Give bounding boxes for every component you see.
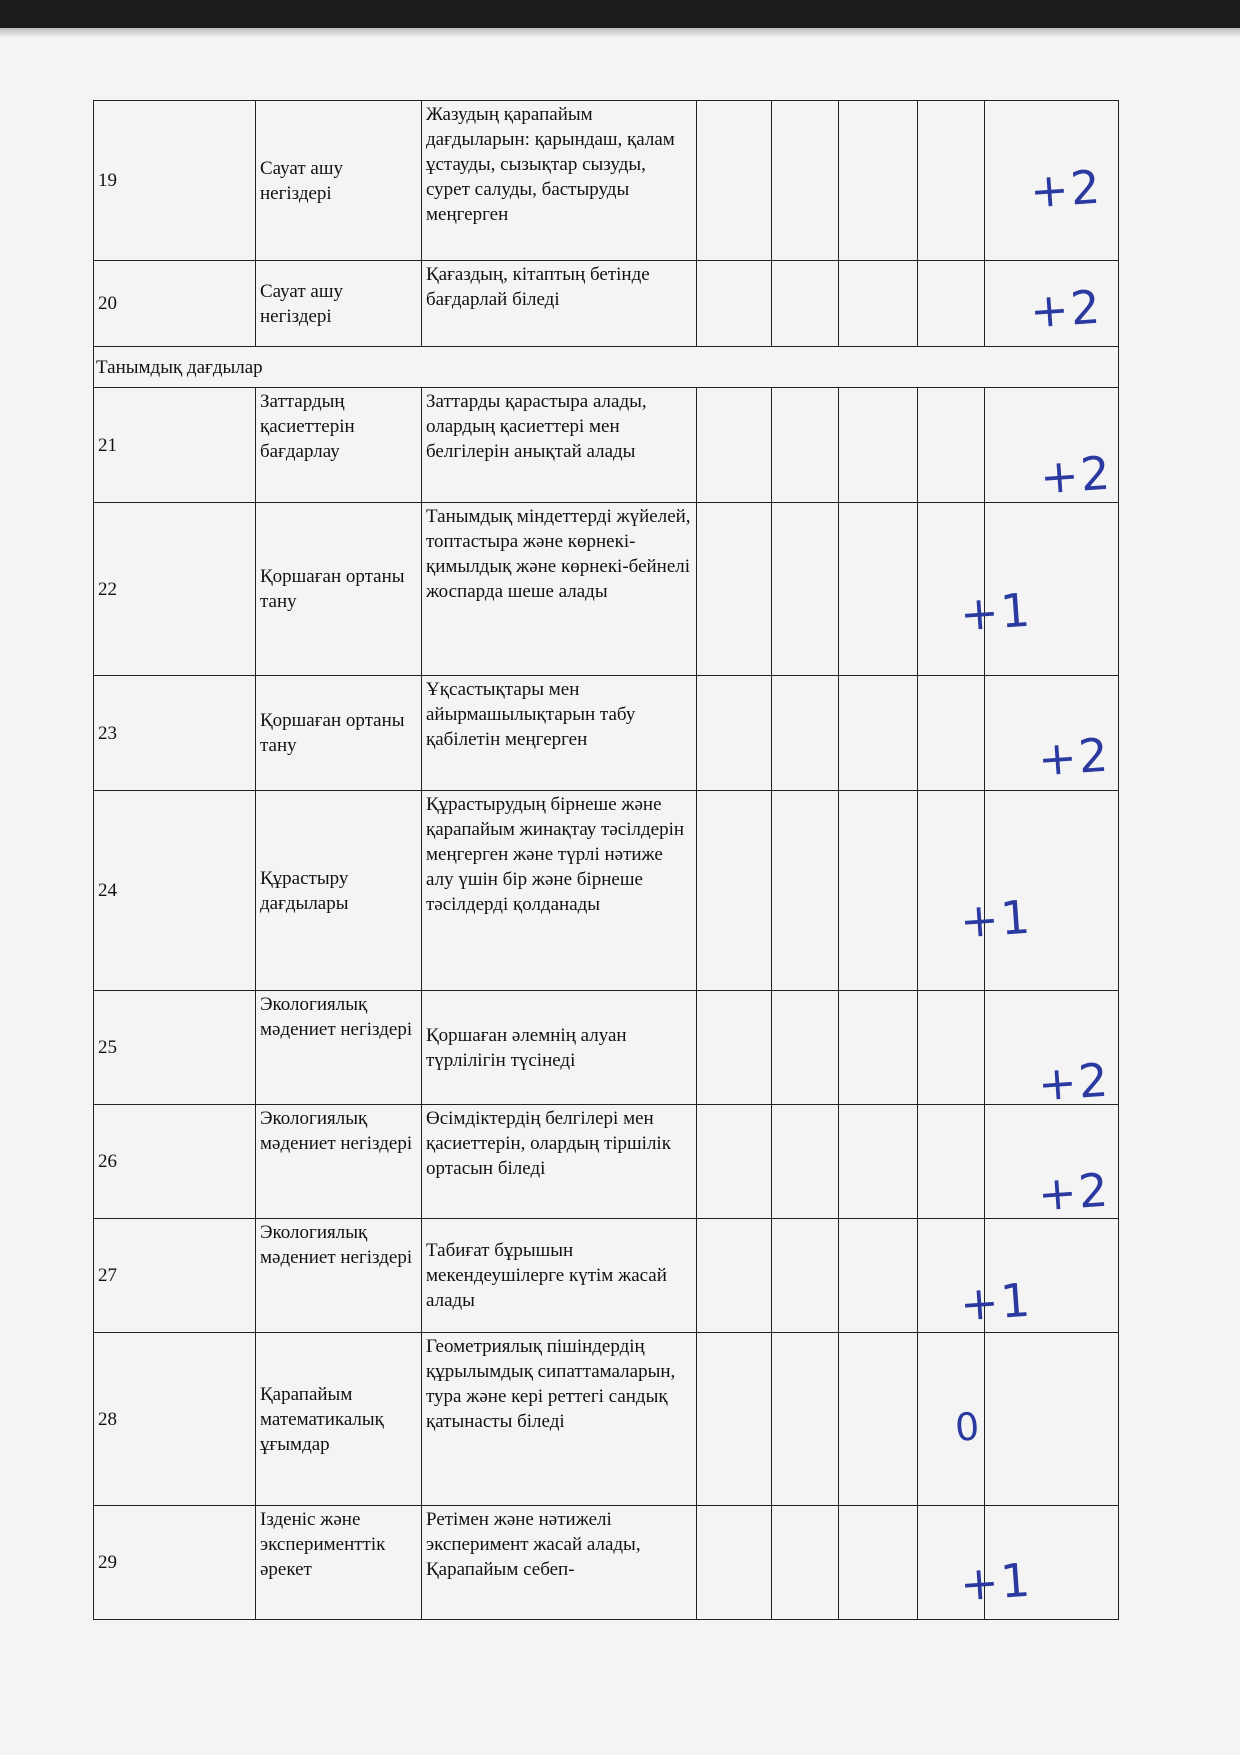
score-cell [697,503,772,676]
skill-area: Заттардың қасиеттерін бағдарлау [256,388,422,503]
score-cell [772,1105,839,1219]
row-number: 20 [94,261,256,347]
paper-fold-shadow [0,28,1240,38]
mark-cell [985,1333,1119,1506]
scan-top-edge [0,0,1240,28]
row-number: 22 [94,503,256,676]
score-cell [697,1105,772,1219]
row-number: 28 [94,1333,256,1506]
skill-description: Ретімен және нәтижелі эксперимент жасай алады, Қарапайым себеп- [422,1506,697,1620]
score-cell [772,1506,839,1620]
handwritten-mark: +2 [1038,445,1114,505]
score-cell [697,1219,772,1333]
table-row [94,991,1119,1105]
row-number: 19 [94,101,256,261]
skill-description: Қағаздың, кітаптың бетінде бағдарлай біледі [422,261,697,347]
score-cell [918,1105,985,1219]
skill-area: Экологиялық мәдениет негіздері [256,991,422,1105]
handwritten-mark: 0 [953,1404,983,1450]
score-cell [697,1333,772,1506]
score-cell [772,1219,839,1333]
handwritten-mark: +2 [1036,1162,1112,1222]
score-cell [839,1333,918,1506]
score-cell [772,1333,839,1506]
skill-area: Сауат ашу негіздері [256,101,422,261]
score-cell [772,676,839,791]
handwritten-mark: +1 [958,889,1034,949]
skill-description: Жазудың қарапайым дағдыларын: қарындаш, қалам ұстауды, сызықтар сызуды, сурет салуды, бастыруды меңгерген [422,101,697,261]
score-cell [918,261,985,347]
table-row [94,261,1119,347]
score-cell [697,676,772,791]
assessment-table [93,100,1119,1620]
assessment-table-sheet [93,100,1118,1620]
row-number: 26 [94,1105,256,1219]
skill-area: Қоршаған ортаны тану [256,503,422,676]
score-cell [918,791,985,991]
table-row [94,388,1119,503]
score-cell [839,991,918,1105]
score-cell [839,1105,918,1219]
handwritten-mark: +1 [958,1552,1034,1612]
section-title: Танымдық дағдылар [94,347,1119,388]
score-cell [839,503,918,676]
score-cell [697,791,772,991]
score-cell [697,1506,772,1620]
row-number: 23 [94,676,256,791]
score-cell [772,791,839,991]
score-cell [772,503,839,676]
score-cell [839,388,918,503]
skill-area: Экологиялық мәдениет негіздері [256,1219,422,1333]
score-cell [772,101,839,261]
score-cell [839,676,918,791]
skill-description: Өсімдіктердің белгілері мен қасиеттерін, олардың тіршілік ортасын біледі [422,1105,697,1219]
score-cell [839,1506,918,1620]
handwritten-mark: +2 [1036,1052,1112,1112]
score-cell [772,991,839,1105]
skill-description: Геометриялық пішіндердің құрылымдық сипаттамаларын, тура және кері реттегі сандық қатынасты біледі [422,1333,697,1506]
handwritten-mark: +2 [1028,159,1104,219]
score-cell [697,101,772,261]
skill-area: Қарапайым математикалық ұғымдар [256,1333,422,1506]
score-cell [839,1219,918,1333]
handwritten-mark: +2 [1036,727,1112,787]
handwritten-mark: +1 [958,582,1034,642]
table-row [94,791,1119,991]
score-cell [918,101,985,261]
score-cell [839,791,918,991]
row-number: 24 [94,791,256,991]
handwritten-mark: +2 [1028,279,1104,339]
score-cell [772,261,839,347]
skill-description: Табиғат бұрышын мекендеушілерге күтім жасай алады [422,1219,697,1333]
table-row [94,101,1119,261]
score-cell [918,676,985,791]
row-number: 25 [94,991,256,1105]
score-cell [918,991,985,1105]
skill-area: Экологиялық мәдениет негіздері [256,1105,422,1219]
skill-area: Сауат ашу негіздері [256,261,422,347]
skill-description: Құрастырудың бірнеше және қарапайым жинақтау тәсілдерін меңгерген және түрлі нәтиже алу үшін бір және бірнеше тәсілдерді қолданады [422,791,697,991]
skill-description: Ұқсастықтары мен айырмашылықтарын табу қабілетін меңгерген [422,676,697,791]
section-row [94,347,1119,388]
score-cell [697,261,772,347]
skill-description: Қоршаған әлемнің алуан түрлілігін түсінеді [422,991,697,1105]
row-number: 29 [94,1506,256,1620]
skill-area: Ізденіс және эксперименттік әрекет [256,1506,422,1620]
score-cell [839,261,918,347]
skill-area: Құрастыру дағдылары [256,791,422,991]
score-cell [772,388,839,503]
skill-description: Заттарды қарастыра алады, олардың қасиеттері мен белгілерін анықтай алады [422,388,697,503]
row-number: 21 [94,388,256,503]
skill-area: Қоршаған ортаны тану [256,676,422,791]
score-cell [839,101,918,261]
table-row [94,1105,1119,1219]
handwritten-mark: +1 [958,1272,1034,1332]
row-number: 27 [94,1219,256,1333]
score-cell [918,388,985,503]
score-cell [697,388,772,503]
score-cell [697,991,772,1105]
table-row [94,676,1119,791]
skill-description: Танымдық міндеттерді жүйелей, топтастыра және көрнекі-қимылдық және көрнекі-бейнелі жоспарда шеше алады [422,503,697,676]
